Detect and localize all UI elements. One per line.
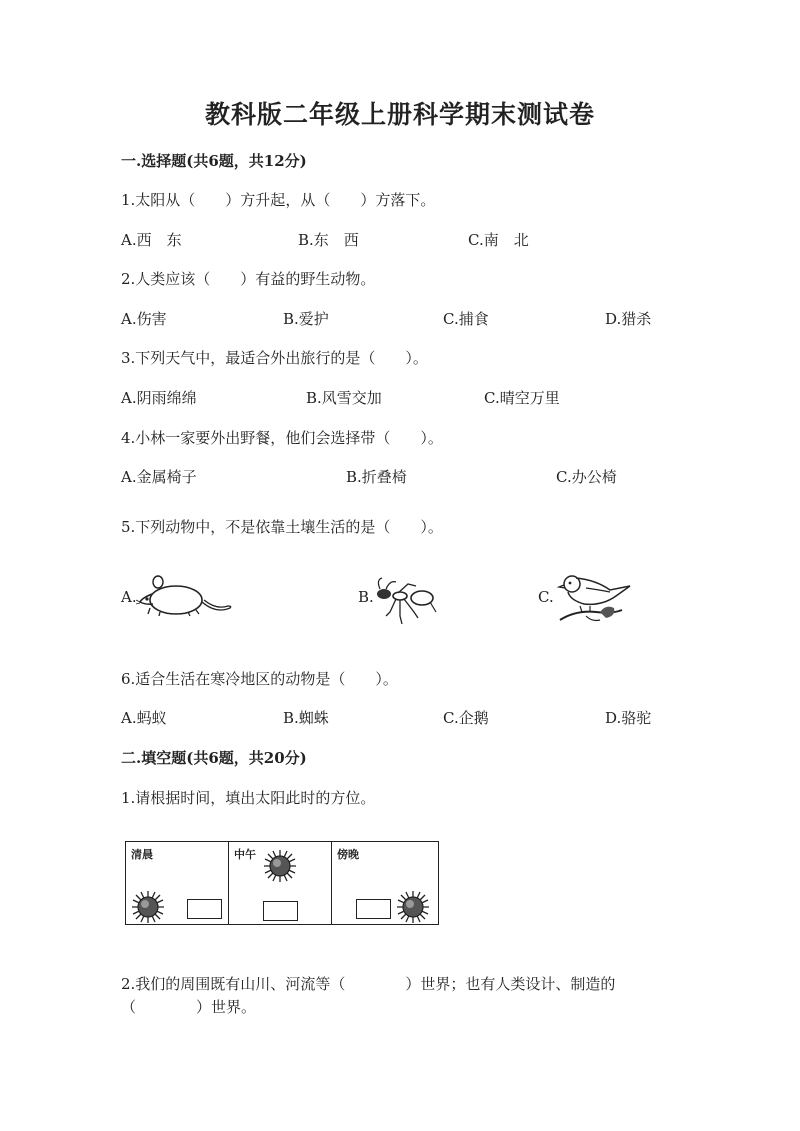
q5-option-c: C. [538, 588, 554, 606]
question-4: 4.小林一家要外出野餐，他们会选择带（ ）。 [121, 429, 443, 447]
answer-box-noon[interactable] [263, 901, 298, 921]
fill-question-1: 1.请根据时间，填出太阳此时的方位。 [121, 789, 376, 807]
panel-evening [331, 841, 439, 925]
panel-morning [125, 841, 230, 925]
q4-option-b: B.折叠椅 [346, 468, 407, 486]
q1-option-c: C.南 北 [468, 231, 529, 249]
q3-option-b: B.风雪交加 [306, 389, 382, 407]
answer-box-evening[interactable] [356, 899, 391, 919]
q2-option-b: B.爱护 [283, 310, 329, 328]
sun-icon [396, 890, 430, 924]
q3-option-a: A.阴雨绵绵 [121, 389, 197, 407]
q1-option-a: A.西 东 [121, 231, 182, 249]
bird-image [556, 570, 636, 628]
question-5: 5.下列动物中，不是依靠土壤生活的是（ ）。 [121, 518, 443, 536]
panel-label-morning: 清晨 [131, 848, 153, 861]
q4-option-a: A.金属椅子 [121, 468, 197, 486]
fill-question-2-line1: 2.我们的周围既有山川、河流等（ ）世界；也有人类设计、制造的 [121, 975, 616, 993]
sun-icon [131, 890, 165, 924]
question-2: 2.人类应该（ ）有益的野生动物。 [121, 270, 376, 288]
mouse-image [136, 572, 236, 620]
panel-label-noon: 中午 [234, 848, 256, 861]
q6-option-d: D.骆驼 [605, 709, 652, 727]
question-1: 1.太阳从（ ）方升起，从（ ）方落下。 [121, 191, 436, 209]
q6-option-b: B.蜘蛛 [283, 709, 329, 727]
page-title: 教科版二年级上册科学期末测试卷 [204, 100, 595, 129]
sun-icon [263, 849, 297, 883]
panel-noon [228, 841, 333, 925]
q4-option-c: C.办公椅 [556, 468, 617, 486]
section-heading-choice: 一.选择题(共6题，共12分) [121, 152, 307, 170]
q6-option-a: A.蚂蚁 [121, 709, 167, 727]
section-heading-fill: 二.填空题(共6题，共20分) [121, 749, 307, 767]
question-6: 6.适合生活在寒冷地区的动物是（ ）。 [121, 670, 398, 688]
question-3: 3.下列天气中，最适合外出旅行的是（ ）。 [121, 349, 428, 367]
answer-box-morning[interactable] [187, 899, 222, 919]
q5-option-b: B. [358, 588, 374, 606]
q2-option-a: A.伤害 [121, 310, 167, 328]
q2-option-c: C.捕食 [443, 310, 489, 328]
q5-option-a: A. [121, 588, 137, 606]
ant-image [372, 576, 442, 628]
q1-option-b: B.东 西 [298, 231, 359, 249]
q3-option-c: C.晴空万里 [484, 389, 560, 407]
panel-label-evening: 傍晚 [337, 848, 359, 861]
q6-option-c: C.企鹅 [443, 709, 489, 727]
fill-question-2-line2: （ ）世界。 [121, 998, 257, 1016]
q2-option-d: D.猎杀 [605, 310, 652, 328]
